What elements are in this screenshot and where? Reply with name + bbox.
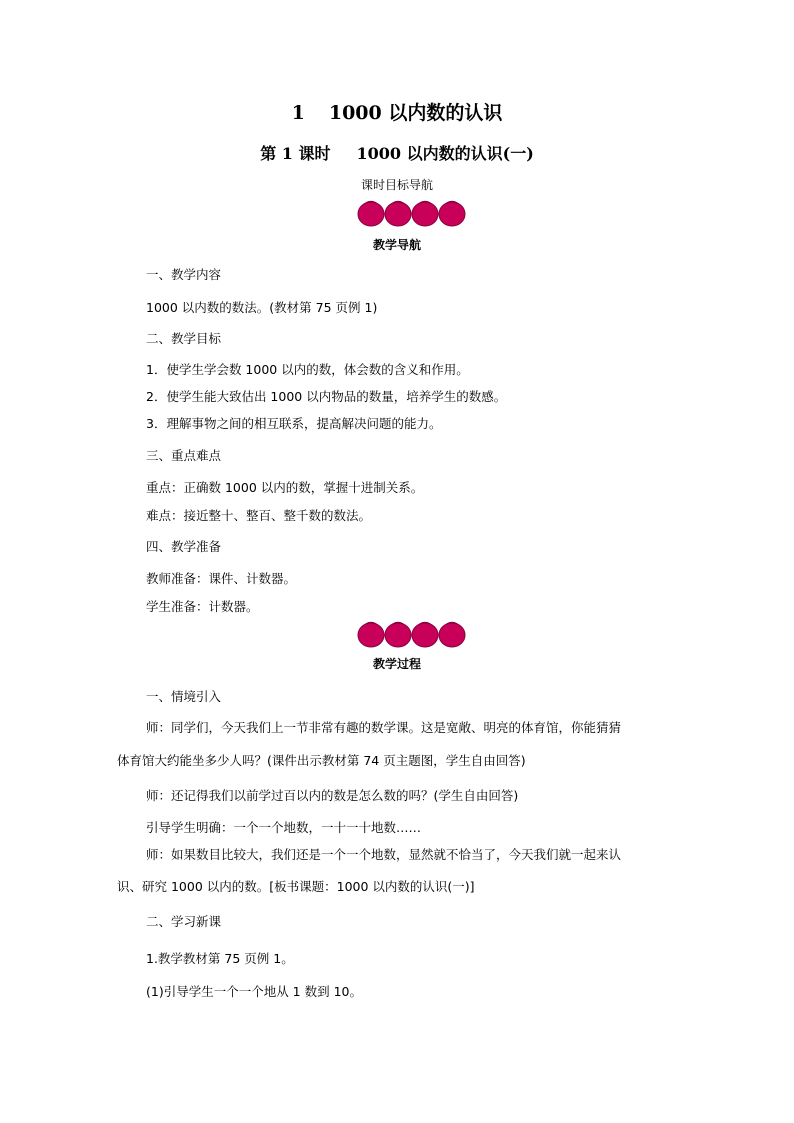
chapter-number: 1	[291, 102, 305, 124]
paragraph: 识、研究 1000 以内的数。[板书课题：1000 以内数的认识(一)]	[117, 879, 475, 894]
paragraph: (1)引导学生一个一个地从 1 数到 10。	[146, 984, 362, 999]
section-heading: 四、教学准备	[146, 539, 222, 554]
goal-item: 1．使学生学会数 1000 以内的数，体会数的含义和作用。	[146, 362, 469, 377]
paragraph: 1000 以内数的数法。(教材第 75 页例 1)	[146, 300, 378, 315]
section-title-nav: 教学导航	[372, 238, 421, 252]
lesson-number: 第 1 课时	[260, 144, 331, 163]
ball-icon	[412, 202, 438, 227]
section-heading: 二、学习新课	[146, 914, 222, 929]
ball-icon	[439, 623, 465, 648]
paragraph: 学生准备：计数器。	[146, 599, 259, 614]
ball-icon	[358, 623, 384, 648]
section-heading: 二、教学目标	[146, 331, 222, 346]
goal-item: 3．理解事物之间的相互联系，提高解决问题的能力。	[146, 416, 442, 431]
goal-item: 2．使学生能大致估出 1000 以内物品的数量，培养学生的数感。	[146, 389, 507, 404]
paragraph: 师：同学们，今天我们上一节非常有趣的数学课。这是宽敞、明亮的体育馆，你能猜猜	[146, 720, 622, 735]
paragraph: 引导学生明确：一个一个地数，一十一十地数……	[146, 820, 422, 835]
chapter-title-text: 1000 以内数的认识	[328, 102, 503, 124]
paragraph: 重点：正确数 1000 以内的数，掌握十进制关系。	[146, 480, 424, 495]
section-heading: 三、重点难点	[146, 448, 222, 463]
lesson-title-text: 1000 以内数的认识(一)	[356, 144, 534, 163]
paragraph: 1.教学教材第 75 页例 1。	[146, 951, 294, 966]
paragraph: 师：还记得我们以前学过百以内的数是怎么数的吗？(学生自由回答)	[146, 788, 519, 803]
section-heading: 一、教学内容	[146, 267, 222, 282]
lesson-title	[0, 141, 794, 164]
section-title-process: 教学过程	[372, 657, 421, 671]
ball-icon	[385, 202, 411, 227]
chapter-title	[0, 98, 794, 125]
paragraph: 难点：接近整十、整百、整千数的数法。	[146, 508, 372, 523]
paragraph: 教师准备：课件、计数器。	[146, 571, 297, 586]
lesson-subheading: 课时目标导航	[360, 178, 433, 192]
decorative-balls-icon	[357, 620, 467, 648]
paragraph: 体育馆大约能坐多少人吗？(课件出示教材第 74 页主题图，学生自由回答)	[117, 753, 526, 768]
section-heading: 一、情境引入	[146, 689, 222, 704]
paragraph: 师：如果数目比较大，我们还是一个一个地数，显然就不恰当了，今天我们就一起来认	[146, 847, 622, 862]
ball-icon	[412, 623, 438, 648]
ball-icon	[439, 202, 465, 227]
decorative-balls-icon	[357, 199, 467, 227]
ball-icon	[385, 623, 411, 648]
ball-icon	[358, 202, 384, 227]
